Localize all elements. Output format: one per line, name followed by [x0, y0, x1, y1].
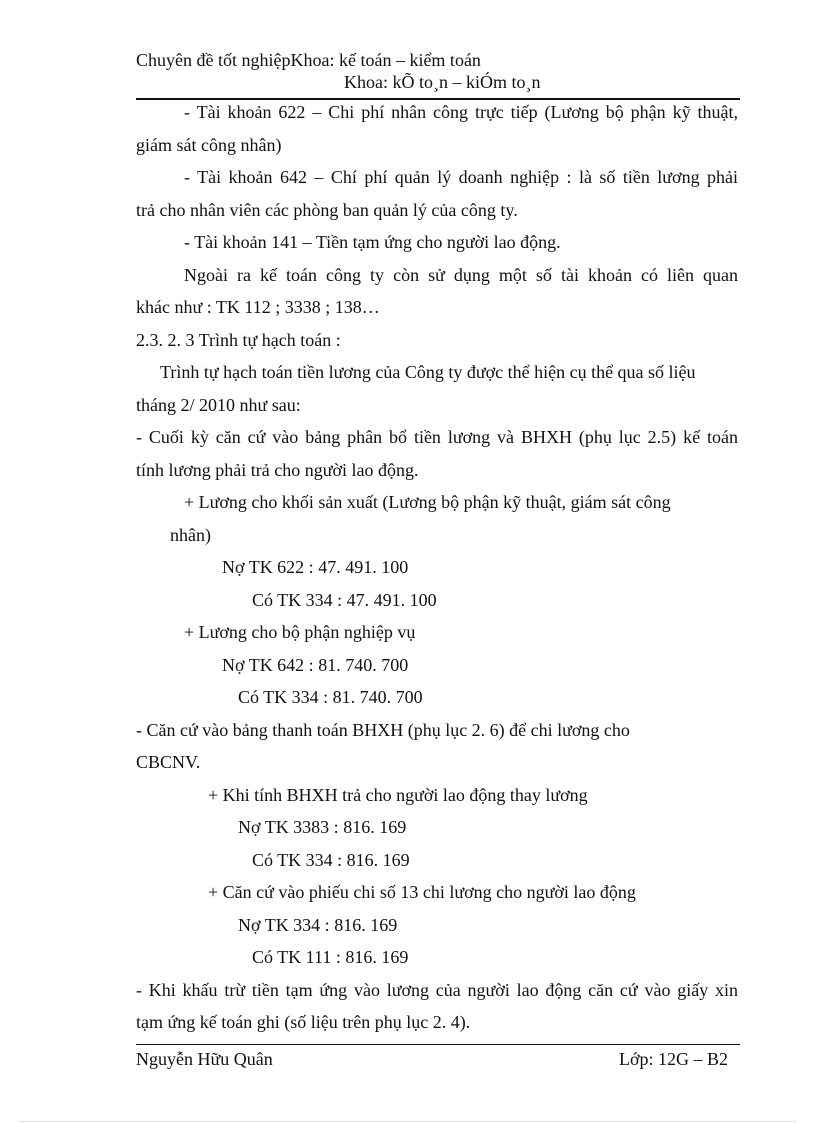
text-line: tháng 2/ 2010 như sau: — [136, 394, 301, 415]
text-line: khác như : TK 112 ; 3338 ; 138… — [136, 297, 380, 317]
footer-author: Nguyễn Hữu Quân — [136, 1049, 273, 1069]
text-line: tính lương phải trả cho người lao động. — [136, 459, 419, 480]
text-line: Ngoài ra kế toán công ty còn sử dụng một số tài khoản có liên quan — [184, 264, 738, 285]
text-line: + Lương cho khối sản xuất (Lương bộ phận kỹ thuật, giám sát công — [184, 492, 671, 512]
journal-entry-credit: Có TK 334 : 81. 740. 700 — [238, 687, 423, 707]
text-line: tạm ứng kế toán ghi (số liệu trên phụ lục 2. 4). — [136, 1012, 471, 1032]
page-header — [136, 50, 740, 100]
section-heading: 2.3. 2. 3 Trình tự hạch toán : — [136, 329, 341, 350]
text-line: trả cho nhân viên các phòng ban quản lý của công ty. — [136, 199, 518, 220]
text-line: - Tài khoản 141 – Tiền tạm ứng cho người lao động. — [184, 232, 561, 252]
text-line: - Tài khoản 642 – Chí phí quản lý doanh nghiệp : là số tiền lương phải — [184, 167, 738, 187]
text-line: - Căn cứ vào bảng thanh toán BHXH (phụ lục 2. 6) để chi lương cho — [136, 719, 630, 740]
page-bottom-edge — [20, 1121, 796, 1122]
journal-entry-credit: Có TK 334 : 816. 169 — [252, 849, 410, 870]
journal-entry-credit: Có TK 111 : 816. 169 — [252, 947, 409, 967]
journal-entry-debit: Nợ TK 3383 : 816. 169 — [238, 817, 407, 837]
journal-entry-debit: Nợ TK 334 : 816. 169 — [238, 914, 398, 935]
footer-class-label: Lớp: 12G – B2 — [618, 1049, 728, 1069]
text-line: + Khi tính BHXH trả cho người lao động thay lương — [208, 784, 588, 805]
text-line: + Lương cho bộ phận nghiệp vụ — [184, 622, 416, 642]
text-line: + Căn cứ vào phiếu chi số 13 chi lương cho người lao động — [208, 882, 636, 902]
text-line: nhân) — [170, 524, 211, 545]
journal-entry-debit: Nợ TK 642 : 81. 740. 700 — [222, 654, 409, 675]
header-title: Chuyên đề tốt nghiệpKhoa: kế toán – kiểm toán — [136, 50, 481, 70]
text-line: Trình tự hạch toán tiền lương của Công ty được thể hiện cụ thể qua số liệu — [160, 362, 696, 382]
page-footer — [136, 1044, 740, 1069]
text-line: - Khi khấu trừ tiền tạm ứng vào lương của người lao động căn cứ vào giấy xin — [136, 979, 738, 1000]
text-line: giám sát công nhân) — [136, 134, 282, 155]
text-line: CBCNV. — [136, 752, 201, 772]
text-line: - Tài khoản 622 – Chi phí nhân công trực tiếp (Lương bộ phận kỹ thuật, — [184, 102, 738, 122]
text-line: - Cuối kỳ căn cứ vào bảng phân bổ tiền lương và BHXH (phụ lục 2.5) kế toán — [136, 427, 738, 447]
document-body — [136, 96, 738, 1039]
journal-entry-credit: Có TK 334 : 47. 491. 100 — [252, 589, 437, 610]
header-subtitle: Khoa: kÕ to¸n – kiÓm to¸n — [344, 72, 541, 92]
journal-entry-debit: Nợ TK 622 : 47. 491. 100 — [222, 557, 409, 577]
